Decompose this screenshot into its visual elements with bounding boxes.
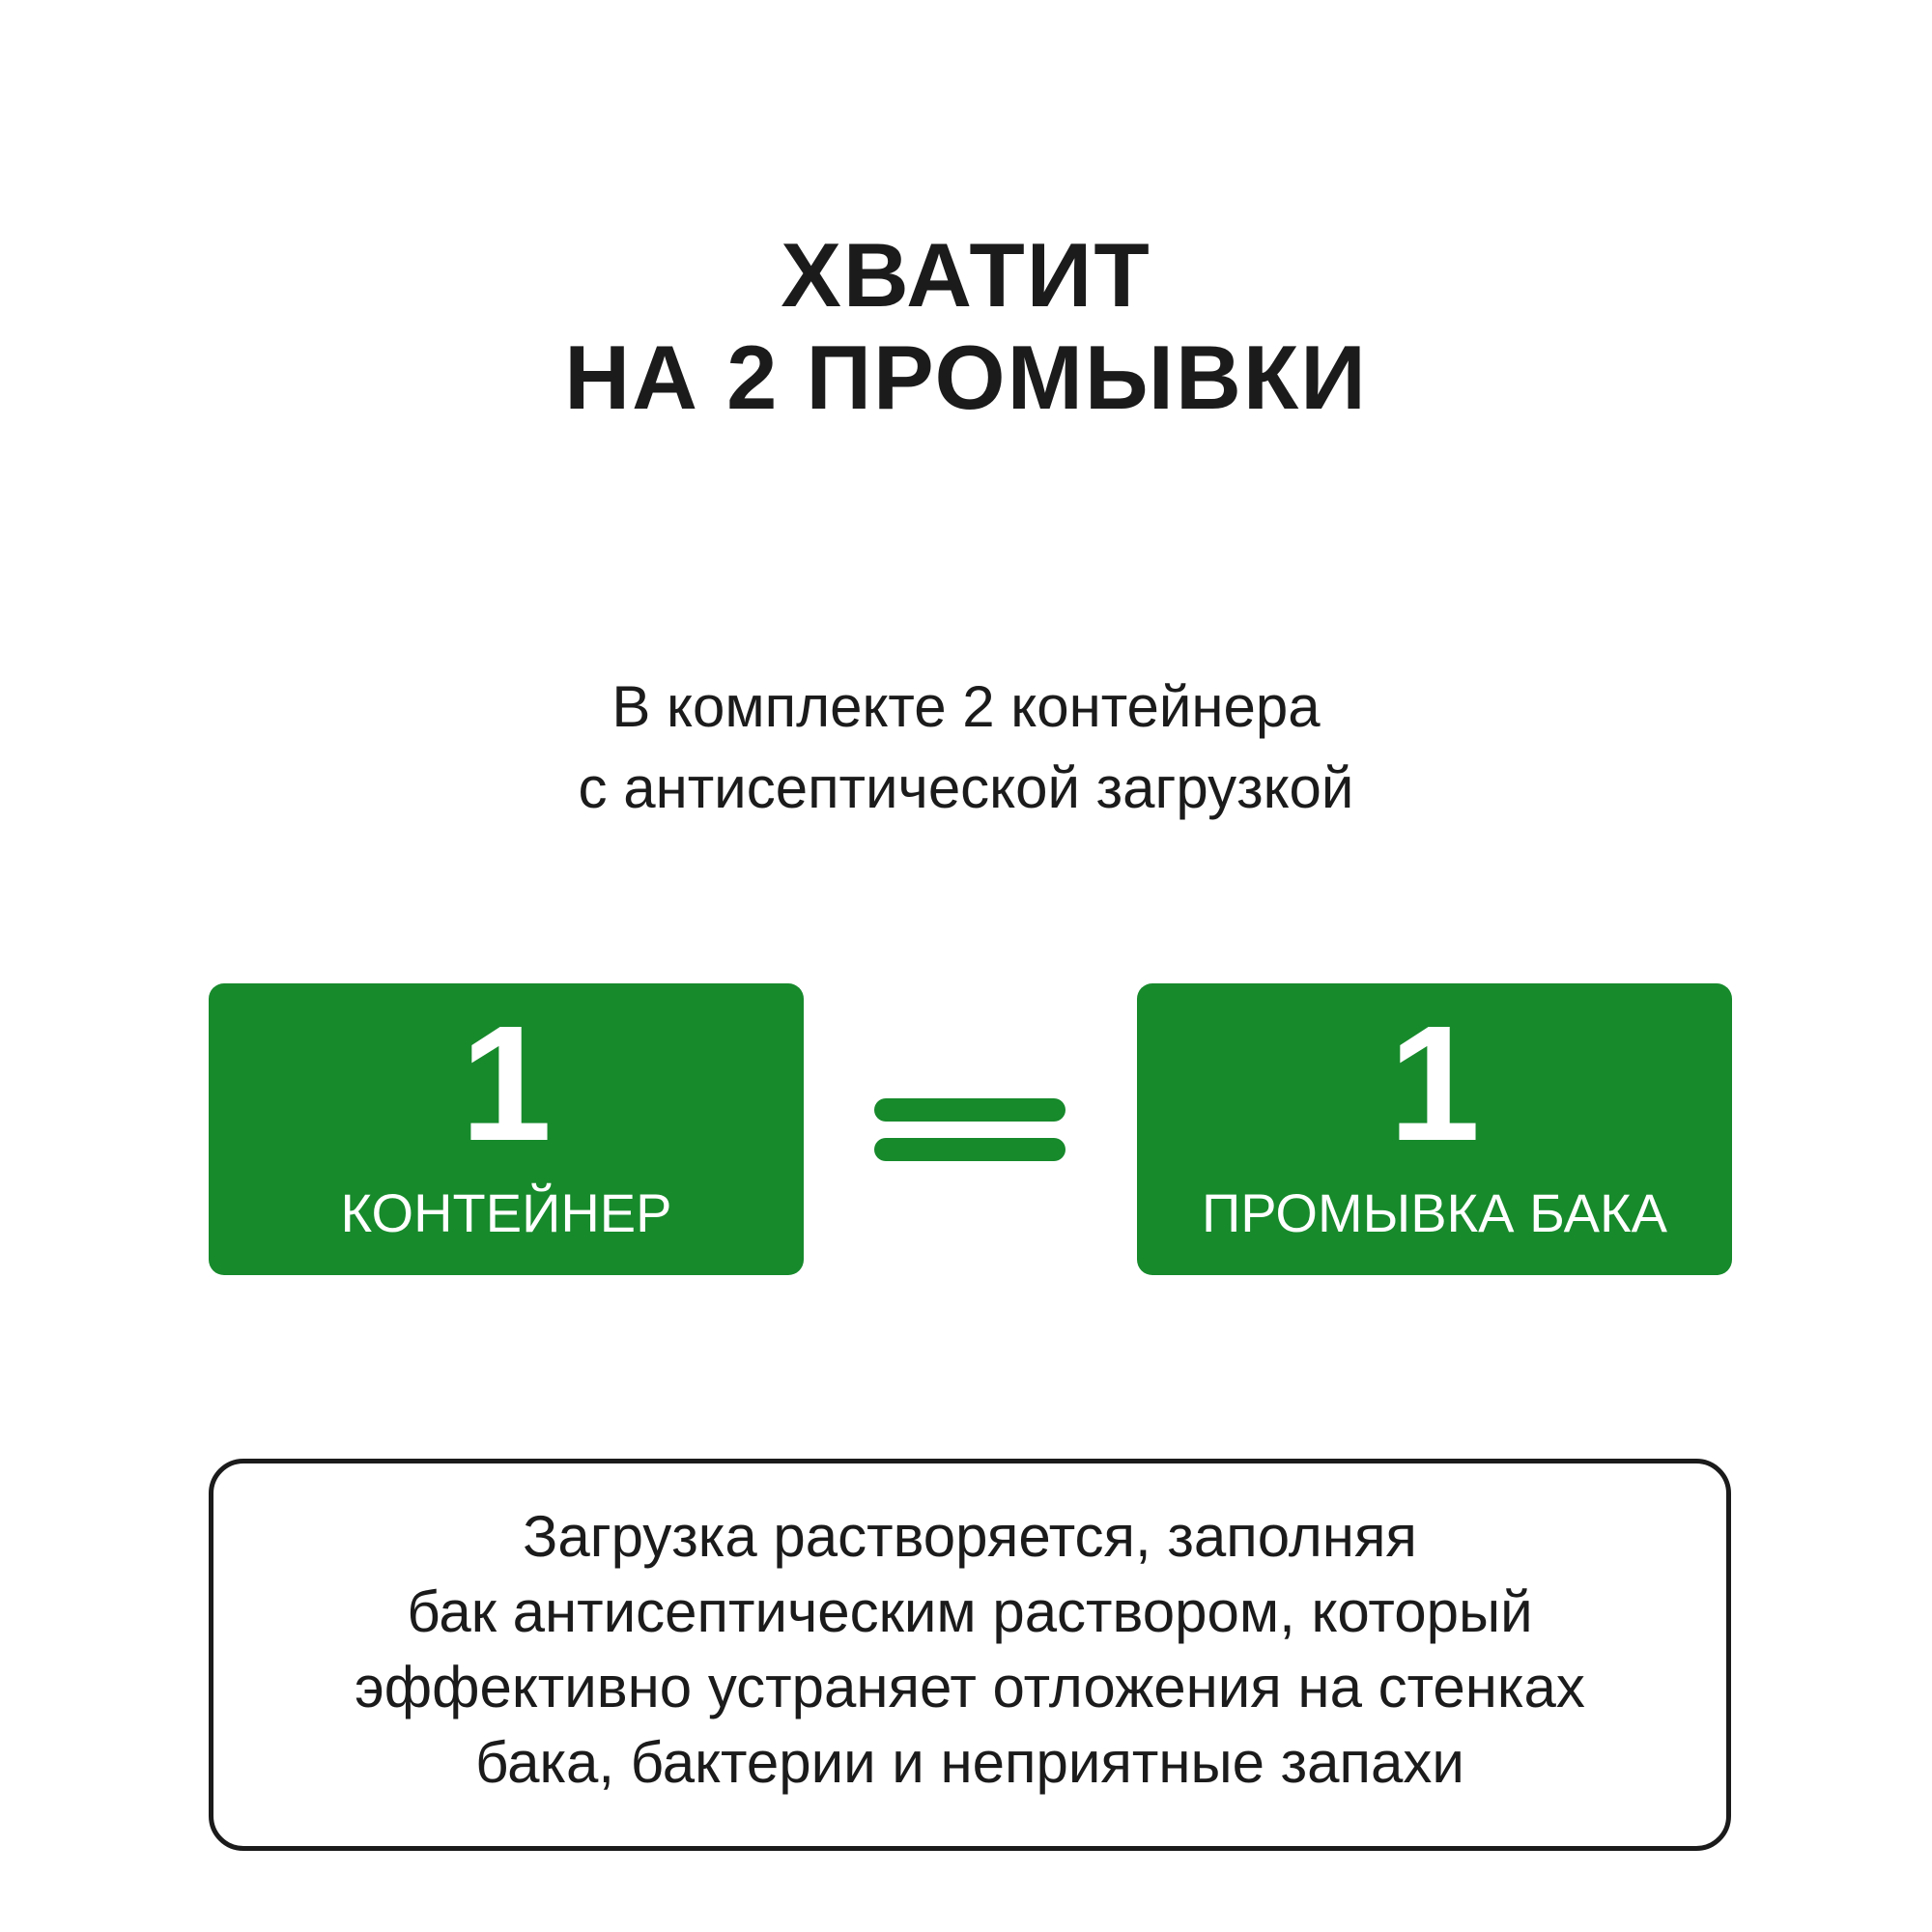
info-note-text (213, 1499, 1726, 1801)
info-note-line-2: бак антисептическим раствором, который (407, 1579, 1533, 1644)
info-note-line-4: бака, бактерии и неприятные запахи (475, 1730, 1464, 1795)
equals-icon-bottom-bar (874, 1138, 1065, 1161)
wash-label: ПРОМЫВКА БАКА (1202, 1182, 1667, 1243)
headline-line-2: НА 2 ПРОМЫВКИ (564, 327, 1368, 428)
info-note-box (209, 1459, 1731, 1851)
headline-line-1: ХВАТИТ (781, 224, 1151, 326)
info-note-line-3: эффективно устраняет отложения на стенках (355, 1655, 1585, 1719)
wash-count: 1 (1388, 992, 1481, 1176)
info-note-line-1: Загрузка растворяется, заполняя (523, 1504, 1417, 1569)
container-card (209, 983, 804, 1275)
subtitle (0, 667, 1932, 829)
subtitle-line-1: В комплекте 2 контейнера (611, 674, 1321, 739)
container-count: 1 (460, 992, 553, 1176)
headline (0, 224, 1932, 429)
wash-card (1137, 983, 1732, 1275)
equals-icon-top-bar (874, 1098, 1065, 1122)
container-label: КОНТЕЙНЕР (340, 1182, 672, 1243)
subtitle-line-2: с антисептической загрузкой (578, 755, 1354, 820)
